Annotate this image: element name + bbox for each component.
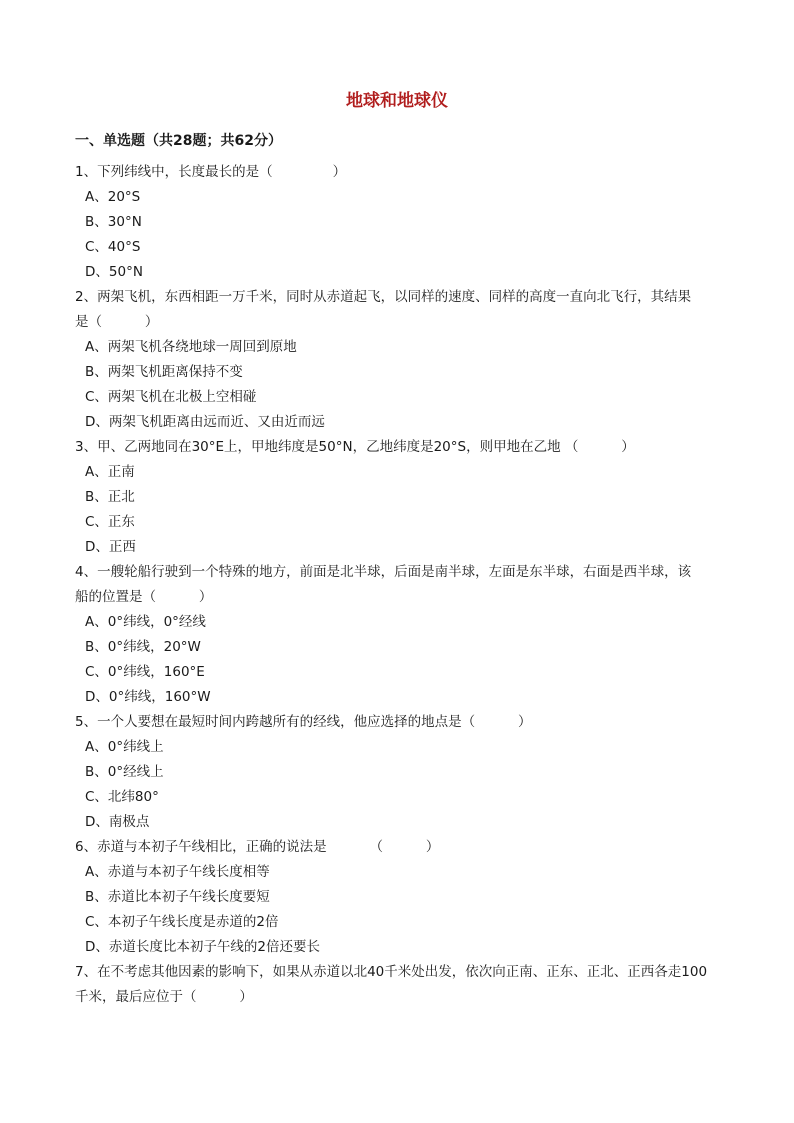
answer-option: B、赤道比本初子午线长度要短 [85,889,270,905]
question-stem-line: 船的位置是（ ） [75,589,213,605]
question-stem-line: 4、一艘轮船行驶到一个特殊的地方，前面是北半球，后面是南半球，左面是东半球，右面是西半球，该 [75,564,692,580]
answer-option: A、20°S [85,189,141,205]
answer-option: B、0°纬线，20°W [85,639,201,655]
question-stem-line: 2、两架飞机，东西相距一万千米，同时从赤道起飞，以同样的速度、同样的高度一直向北飞行，其结果 [75,289,692,305]
answer-option: C、0°纬线，160°E [85,664,205,680]
answer-option: D、50°N [85,264,143,280]
section-heading: 一、单选题（共28题；共62分） [75,133,282,149]
answer-option: C、正东 [85,514,135,530]
answer-option: D、0°纬线，160°W [85,689,211,705]
answer-option: B、正北 [85,489,135,505]
answer-option: C、本初子午线长度是赤道的2倍 [85,914,279,930]
answer-option: C、两架飞机在北极上空相碰 [85,389,257,405]
question-stem-line: 5、一个人要想在最短时间内跨越所有的经线，他应选择的地点是（ ） [75,714,532,730]
answer-option: C、40°S [85,239,141,255]
answer-option: D、正西 [85,539,136,555]
answer-option: D、南极点 [85,814,150,830]
question-stem-line: 6、赤道与本初子午线相比，正确的说法是 （ ） [75,839,440,855]
question-stem-line: 千米，最后应位于（ ） [75,989,253,1005]
answer-option: A、两架飞机各绕地球一周回到原地 [85,339,297,355]
question-stem-line: 3、甲、乙两地同在30°E上，甲地纬度是50°N，乙地纬度是20°S，则甲地在乙地 （ ） [75,439,635,455]
answer-option: C、北纬80° [85,789,159,805]
question-stem-line: 7、在不考虑其他因素的影响下，如果从赤道以北40千米处出发，依次向正南、正东、正北、正西各走100 [75,964,708,980]
answer-option: A、正南 [85,464,135,480]
answer-option: B、0°经线上 [85,764,164,780]
question-stem-line: 1、下列纬线中，长度最长的是（ ） [75,164,347,180]
answer-option: D、两架飞机距离由远而近、又由近而远 [85,414,325,430]
answer-option: B、30°N [85,214,142,230]
page-title: 地球和地球仪 [346,91,448,111]
answer-option: B、两架飞机距离保持不变 [85,364,243,380]
answer-option: D、赤道长度比本初子午线的2倍还要长 [85,939,320,955]
answer-option: A、0°纬线，0°经线 [85,614,206,630]
answer-option: A、赤道与本初子午线长度相等 [85,864,270,880]
question-stem-line: 是（ ） [75,314,159,330]
answer-option: A、0°纬线上 [85,739,164,755]
